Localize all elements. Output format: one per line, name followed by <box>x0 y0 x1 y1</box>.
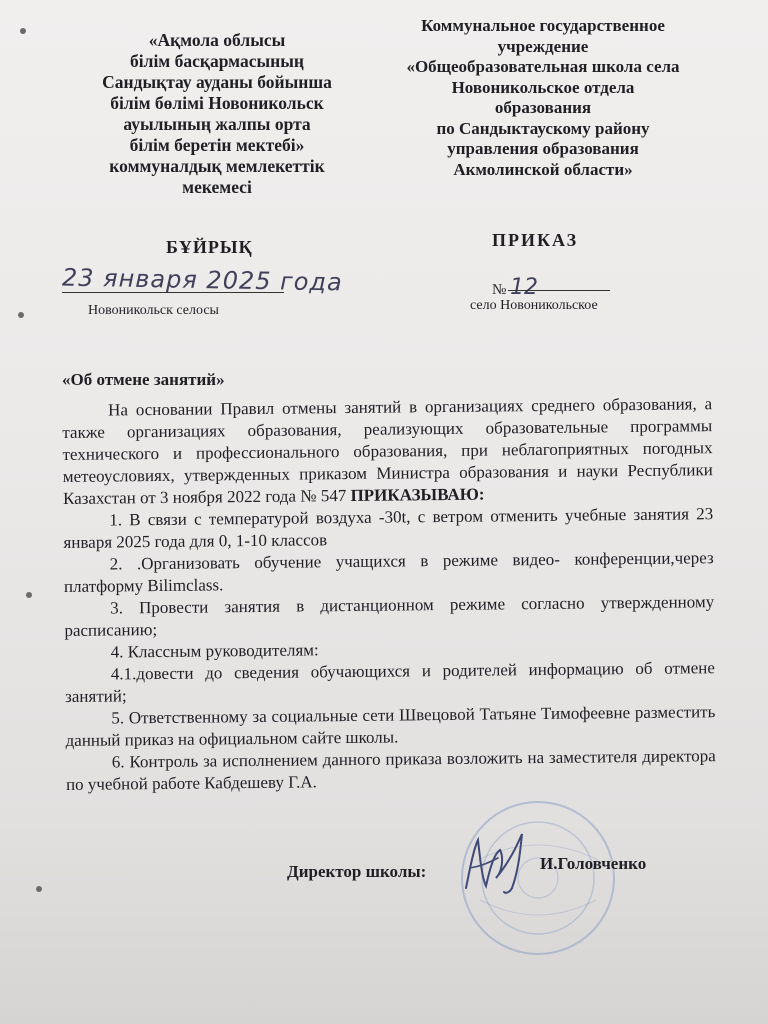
header-kz-line: Сандықтау ауданы бойынша <box>102 72 332 92</box>
number-label: № <box>492 282 507 298</box>
header-kz-line: коммуналдық мемлекеттік <box>109 156 325 176</box>
header-kz-line: ауылының жалпы орта <box>123 114 311 134</box>
preamble-paragraph <box>62 393 713 510</box>
order-item: 4.1.довести до сведения обучающихся и родителей информацию об отмене занятий; <box>65 658 715 706</box>
binder-hole <box>36 886 42 892</box>
header-ru-line: Новоникольское отдела <box>451 77 635 97</box>
header-ru-line: Акмолинской области» <box>453 159 633 179</box>
place-ru: село Новоникольское <box>470 298 598 313</box>
signature-name: И.Головченко <box>540 854 647 873</box>
binder-hole <box>20 28 26 34</box>
place-kz: Новоникольск селосы <box>88 303 219 318</box>
handwritten-date: 23 января 2025 года <box>61 263 343 297</box>
document-type-kz: БҰЙРЫҚ <box>166 237 253 257</box>
header-kz-line: мекемесі <box>182 177 252 197</box>
header-ru-line: Коммунальное государственное <box>421 16 665 35</box>
document-type-ru: ПРИКАЗ <box>492 230 579 250</box>
header-ru-line: управления образования <box>447 139 639 158</box>
binder-hole <box>26 592 32 598</box>
order-item: 2. .Организовать обучение учащихся в режиме видео- конференции,через платформу Bilimclass. <box>63 548 714 596</box>
header-russian <box>378 16 708 180</box>
preamble-text: На основании Правил отмены занятий в организациях среднего образования, а также организациях образования, реализующих образовательные программы технического и профессионального образования, при неблагоприятных погодных метеоусловиях, утвержденных приказом Министра образования и науки Республики Казахстан от 3 ноября 2022 года № 547 <box>62 394 713 508</box>
order-item: 1. В связи с температурой воздуха -30t, с ветром отменить учебные занятия 23 января 2025 года для 0, 1-10 классов <box>63 504 714 552</box>
order-item: 4. Классным руководителям: <box>110 640 319 662</box>
signature <box>460 828 540 900</box>
order-subject: «Об отмене занятий» <box>62 370 225 389</box>
header-kz-line: білім беретін мектебі» <box>129 135 305 155</box>
header-ru-line: по Сандыктаускому району <box>436 118 650 138</box>
handwritten-number: 12 <box>510 275 539 300</box>
order-item: 6. Контроль за исполнением данного приказа возложить на заместителя директора по учебной работе Кабдешеву Г.А. <box>65 746 716 794</box>
binder-hole <box>18 312 24 318</box>
header-kz-line: білім басқармасының <box>130 51 304 71</box>
date-underline <box>62 292 284 293</box>
header-ru-line: учреждение <box>497 36 589 56</box>
order-item: 3. Провести занятия в дистанционном режиме согласно утвержденному расписанию; <box>64 592 715 640</box>
header-kz-line: «Ақмола облысы <box>148 30 286 50</box>
header-kz-line: білім бөлімі Новоникольск <box>110 93 324 113</box>
order-body <box>62 393 716 796</box>
header-ru-line: «Общеобразовательная школа села <box>406 57 680 76</box>
header-kazakh <box>72 30 362 198</box>
order-item: 5. Ответственному за социальные сети Швецовой Татьяне Тимофеевне разместить данный приказ на официальном сайте школы. <box>65 702 716 750</box>
order-number <box>492 275 538 300</box>
signature-title: Директор школы: <box>287 862 427 881</box>
number-underline <box>508 290 610 291</box>
header-ru-line: образования <box>494 98 592 117</box>
order-word: ПРИКАЗЫВАЮ: <box>350 484 485 505</box>
